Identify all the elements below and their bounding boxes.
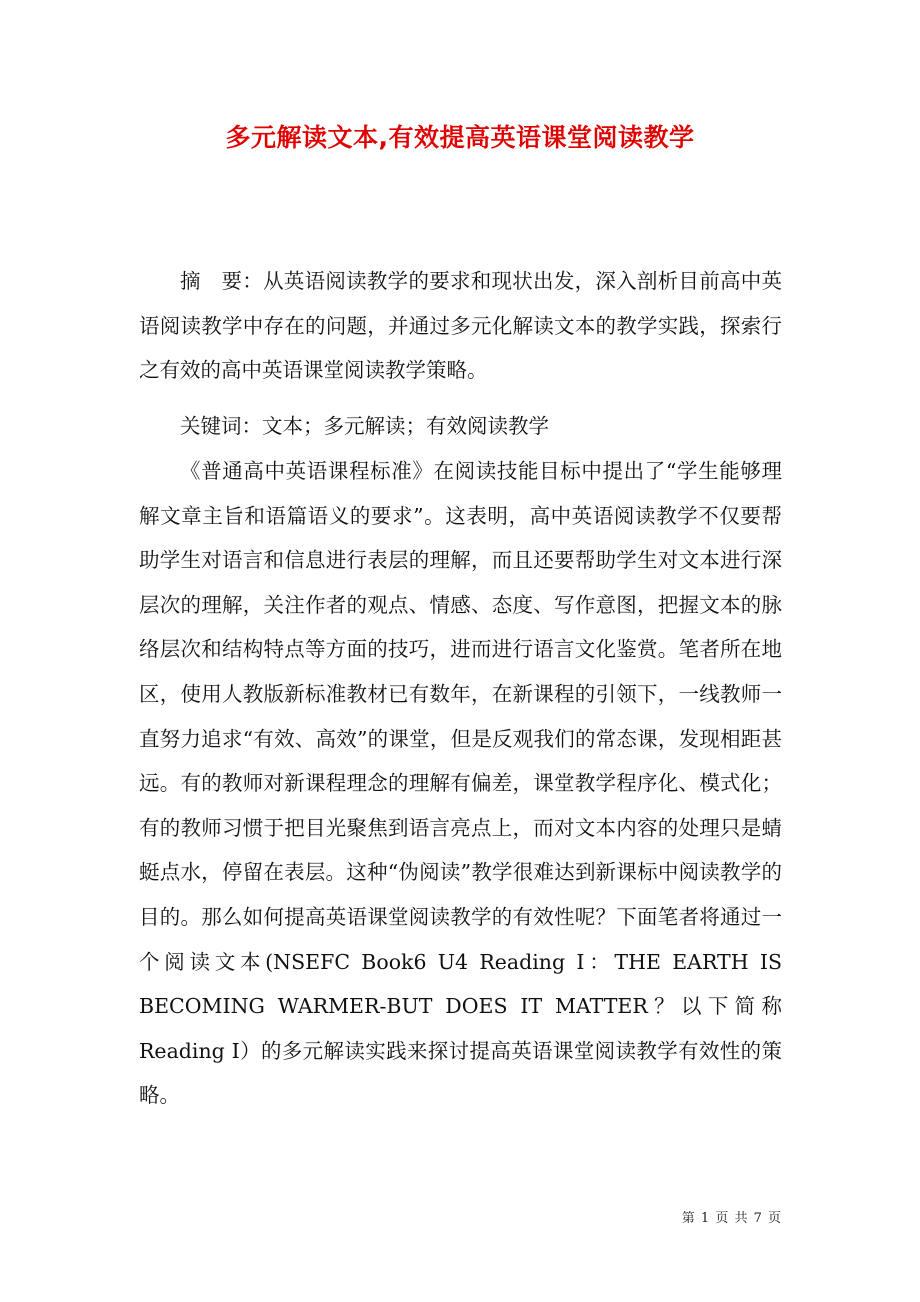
abstract-paragraph: 摘 要：从英语阅读教学的要求和现状出发，深入剖析目前高中英语阅读教学中存在的问题，并通过多元化解读文本的教学实践，探索行之有效的高中英语课堂阅读教学策略。 [139, 269, 782, 383]
keywords-section [139, 404, 782, 449]
main-body-section [139, 449, 782, 1118]
keywords-paragraph: 关键词：文本；多元解读；有效阅读教学 [180, 414, 549, 438]
body-paragraph: 《普通高中英语课程标准》在阅读技能目标中提出了“学生能够理解文章主旨和语篇语义的要求”。这表明，高中英语阅读教学不仅要帮助学生对语言和信息进行表层的理解，而且还要帮助学生对文本进行深层次的理解，关注作者的观点、情感、态度、写作意图，把握文本的脉络层次和结构特点等方面的技巧，进而进行语言文化鉴赏。笔者所在地区，使用人教版新标准教材已有数年，在新课程的引领下，一线教师一直努力追求“有效、高效”的课堂，但是反观我们的常态课，发现相距甚远。有的教师对新课程理念的理解有偏差，课堂教学程序化、模式化；有的教师习惯于把目光聚焦到语言亮点上，而对文本内容的处理只是蜻蜓点水，停留在表层。这种“伪阅读”教学很难达到新课标中阅读教学的目的。那么如何提高英语课堂阅读教学的有效性呢？下面笔者将通过一个阅读文本(NSEFC Book6 U4 Reading I：THE EARTH IS BECOMING WARMER-BUT DOES IT MATTER？以下简称Reading I）的多元解读实践来探讨提高英语课堂阅读教学有效性的策略。 [139, 459, 782, 1108]
document-title: 多元解读文本,有效提高英语课堂阅读教学 [225, 123, 695, 152]
page-number: 第 1 页 共 7 页 [681, 1211, 782, 1226]
abstract-section [139, 259, 782, 393]
